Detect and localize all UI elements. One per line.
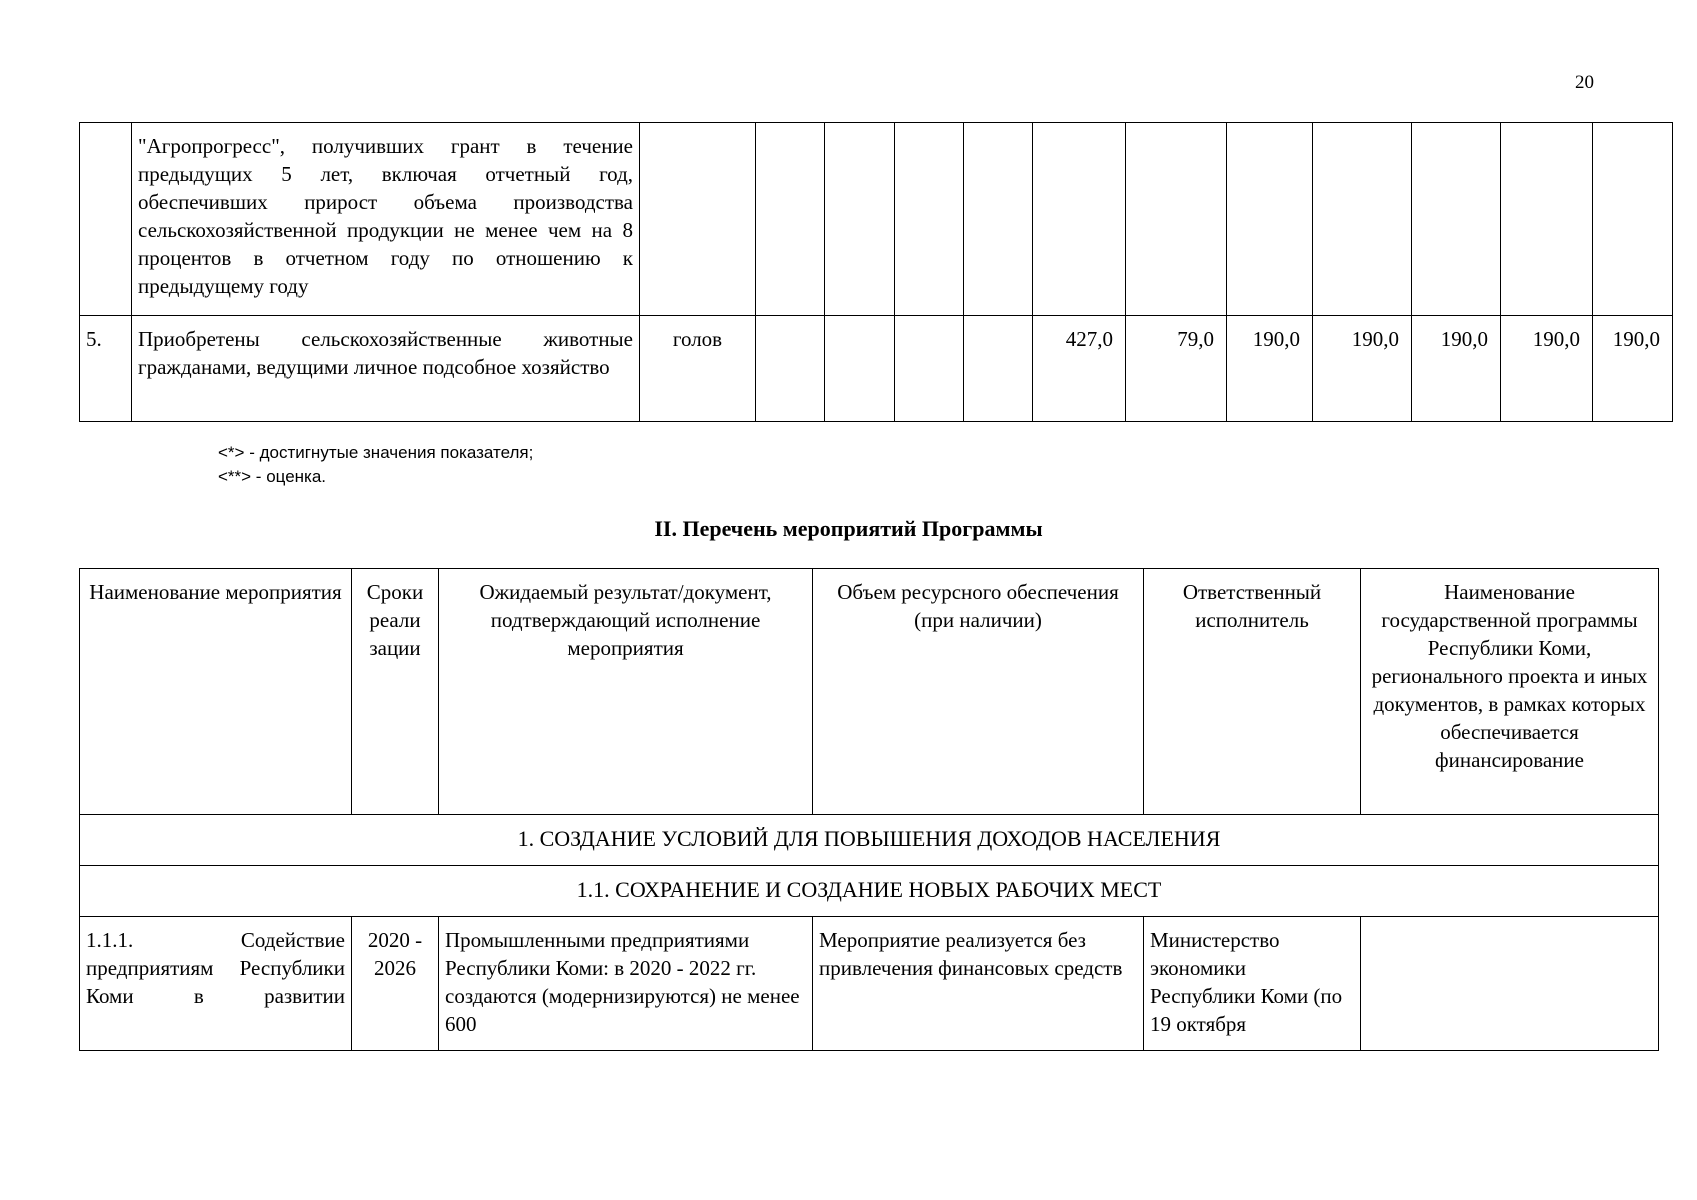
- value-cell: 190,0: [1501, 316, 1593, 422]
- table-row: [80, 316, 1673, 422]
- unit-cell: голов: [640, 316, 756, 422]
- value-cell: [1593, 123, 1673, 316]
- value-cell: [1227, 123, 1313, 316]
- value-cell: [964, 123, 1033, 316]
- subsection-heading: 1.1. СОХРАНЕНИЕ И СОЗДАНИЕ НОВЫХ РАБОЧИХ МЕСТ: [80, 866, 1659, 917]
- page-number: 20: [1575, 72, 1594, 93]
- table-header-row: [80, 569, 1659, 815]
- value-cell: [756, 316, 825, 422]
- footnote-estimate: <**> - оценка.: [218, 467, 327, 486]
- footnote-achieved: <*> - достигнутые значения показателя;: [218, 443, 534, 462]
- measure-result: Промышленными предприятиями Республики Коми: в 2020 - 2022 гг. создаются (модернизируются) не менее 600: [439, 917, 813, 1051]
- section-row: [80, 815, 1659, 866]
- measure-term: 2020 - 2026: [352, 917, 439, 1051]
- row-number: 5.: [80, 316, 132, 422]
- measures-table: [79, 568, 1659, 1051]
- value-cell: [1126, 123, 1227, 316]
- value-cell: [1033, 123, 1126, 316]
- table-row: [80, 123, 1673, 316]
- value-cell: [895, 316, 964, 422]
- value-cell: 427,0: [1033, 316, 1126, 422]
- value-cell: 190,0: [1227, 316, 1313, 422]
- header-name: Наименование мероприятия: [80, 569, 352, 815]
- value-cell: 79,0: [1126, 316, 1227, 422]
- value-cell: [964, 316, 1033, 422]
- header-responsible: Ответственный исполнитель: [1144, 569, 1361, 815]
- measure-resources: Мероприятие реализуется без привлечения финансовых средств: [813, 917, 1144, 1051]
- section-heading: 1. СОЗДАНИЕ УСЛОВИЙ ДЛЯ ПОВЫШЕНИЯ ДОХОДОВ НАСЕЛЕНИЯ: [80, 815, 1659, 866]
- value-cell: 190,0: [1313, 316, 1412, 422]
- subsection-row: [80, 866, 1659, 917]
- measure-program: [1361, 917, 1659, 1051]
- value-cell: 190,0: [1593, 316, 1673, 422]
- indicators-table: [79, 122, 1673, 422]
- footnotes: [218, 441, 533, 489]
- unit-cell: [640, 123, 756, 316]
- value-cell: [1412, 123, 1501, 316]
- header-resources: Объем ресурсного обеспечения (при наличии): [813, 569, 1144, 815]
- section-title: II. Перечень мероприятий Программы: [654, 516, 1043, 541]
- value-cell: [895, 123, 964, 316]
- table-row: [80, 917, 1659, 1051]
- measure-responsible: Министерство экономики Республики Коми (по 19 октября: [1144, 917, 1361, 1051]
- indicator-name: "Агропрогресс", получивших грант в течение предыдущих 5 лет, включая отчетный год, обеспечивших прирост объема производства сельскохозяйственной продукции не менее чем на 8 процентов в отчетном году по отношению к предыдущему году: [132, 123, 640, 316]
- value-cell: [1501, 123, 1593, 316]
- header-program: Наименование государственной программы Республики Коми, регионального проекта и иных документов, в рамках которых обеспечивается финансирование: [1361, 569, 1659, 815]
- value-cell: [1313, 123, 1412, 316]
- indicator-name: Приобретены сельскохозяйственные животные гражданами, ведущими личное подсобное хозяйство: [132, 316, 640, 422]
- header-term: Сроки реали зации: [352, 569, 439, 815]
- measure-name: 1.1.1. Содействие предприятиям Республики Коми в развитии: [80, 917, 352, 1051]
- value-cell: 190,0: [1412, 316, 1501, 422]
- value-cell: [825, 123, 895, 316]
- value-cell: [825, 316, 895, 422]
- value-cell: [756, 123, 825, 316]
- row-number: [80, 123, 132, 316]
- header-result: Ожидаемый результат/документ, подтверждающий исполнение мероприятия: [439, 569, 813, 815]
